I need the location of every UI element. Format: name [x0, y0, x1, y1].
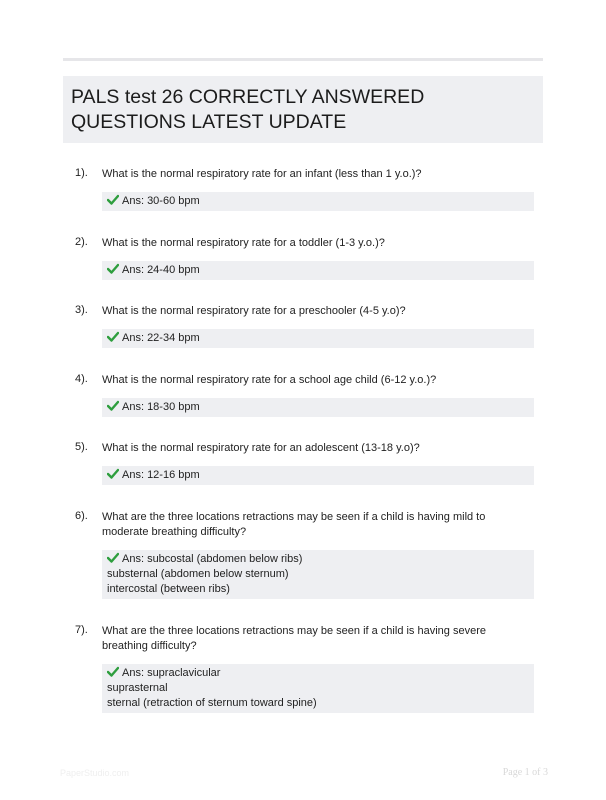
question-text: What is the normal respiratory rate for an adolescent (13-18 y.o)? [102, 442, 420, 454]
answer-line [107, 696, 528, 711]
page-number: Page 1 of 3 [502, 767, 548, 778]
question-item [75, 441, 535, 485]
answer-line [107, 400, 528, 415]
answer-line [107, 681, 528, 696]
question-item [75, 236, 535, 280]
answer-box [102, 261, 534, 280]
question-text: What are the three locations retractions may be seen if a child is having mild to moderate breathing difficulty? [102, 511, 486, 538]
question-text: What is the normal respiratory rate for a toddler (1-3 y.o.)? [102, 237, 385, 249]
question-number: 5). [75, 441, 88, 453]
title-banner [63, 76, 543, 143]
answer-line [107, 194, 528, 209]
answer-line [107, 468, 528, 483]
answer-text: Ans: 30-60 bpm [122, 195, 200, 207]
question-number: 2). [75, 236, 88, 248]
answer-text: Ans: 22-34 bpm [122, 332, 200, 344]
question-item [75, 167, 535, 211]
footer-watermark: PaperStudio.com [60, 768, 130, 778]
page-title: PALS test 26 CORRECTLY ANSWERED QUESTIONS LATEST UPDATE [71, 86, 425, 133]
answer-box [102, 466, 534, 485]
checkmark-icon [107, 194, 119, 205]
answer-text: sternal (retraction of sternum toward spine) [107, 697, 317, 709]
answer-line [107, 331, 528, 346]
question-text: What is the normal respiratory rate for a preschooler (4-5 y.o)? [102, 305, 406, 317]
answer-box [102, 329, 534, 348]
answer-text: Ans: subcostal (abdomen below ribs) [122, 553, 303, 565]
answer-line [107, 263, 528, 278]
checkmark-icon [107, 331, 119, 342]
answer-text: intercostal (between ribs) [107, 583, 230, 595]
question-text: What is the normal respiratory rate for a school age child (6-12 y.o.)? [102, 374, 437, 386]
answer-line [107, 666, 528, 681]
answer-text: Ans: 12-16 bpm [122, 469, 200, 481]
checkmark-icon [107, 468, 119, 479]
question-number: 1). [75, 167, 88, 179]
answer-box [102, 192, 534, 211]
question-text: What are the three locations retractions may be seen if a child is having severe breathing difficulty? [102, 625, 486, 652]
answer-text: Ans: 24-40 bpm [122, 264, 200, 276]
question-item [75, 304, 535, 348]
answer-line [107, 552, 528, 567]
question-number: 7). [75, 624, 88, 636]
answer-text: Ans: supraclavicular [122, 667, 221, 679]
answer-text: suprasternal [107, 682, 168, 694]
answer-line [107, 582, 528, 597]
answer-box [102, 550, 534, 599]
question-item [75, 510, 535, 599]
checkmark-icon [107, 552, 119, 563]
answer-box [102, 398, 534, 417]
checkmark-icon [107, 666, 119, 677]
top-divider [63, 58, 543, 61]
question-number: 4). [75, 373, 88, 385]
answer-line [107, 567, 528, 582]
question-number: 6). [75, 510, 88, 522]
answer-box [102, 664, 534, 713]
question-text: What is the normal respiratory rate for an infant (less than 1 y.o.)? [102, 168, 422, 180]
answer-text: substernal (abdomen below sternum) [107, 568, 289, 580]
question-number: 3). [75, 304, 88, 316]
question-item [75, 373, 535, 417]
checkmark-icon [107, 400, 119, 411]
answer-text: Ans: 18-30 bpm [122, 401, 200, 413]
checkmark-icon [107, 263, 119, 274]
question-item [75, 624, 535, 713]
